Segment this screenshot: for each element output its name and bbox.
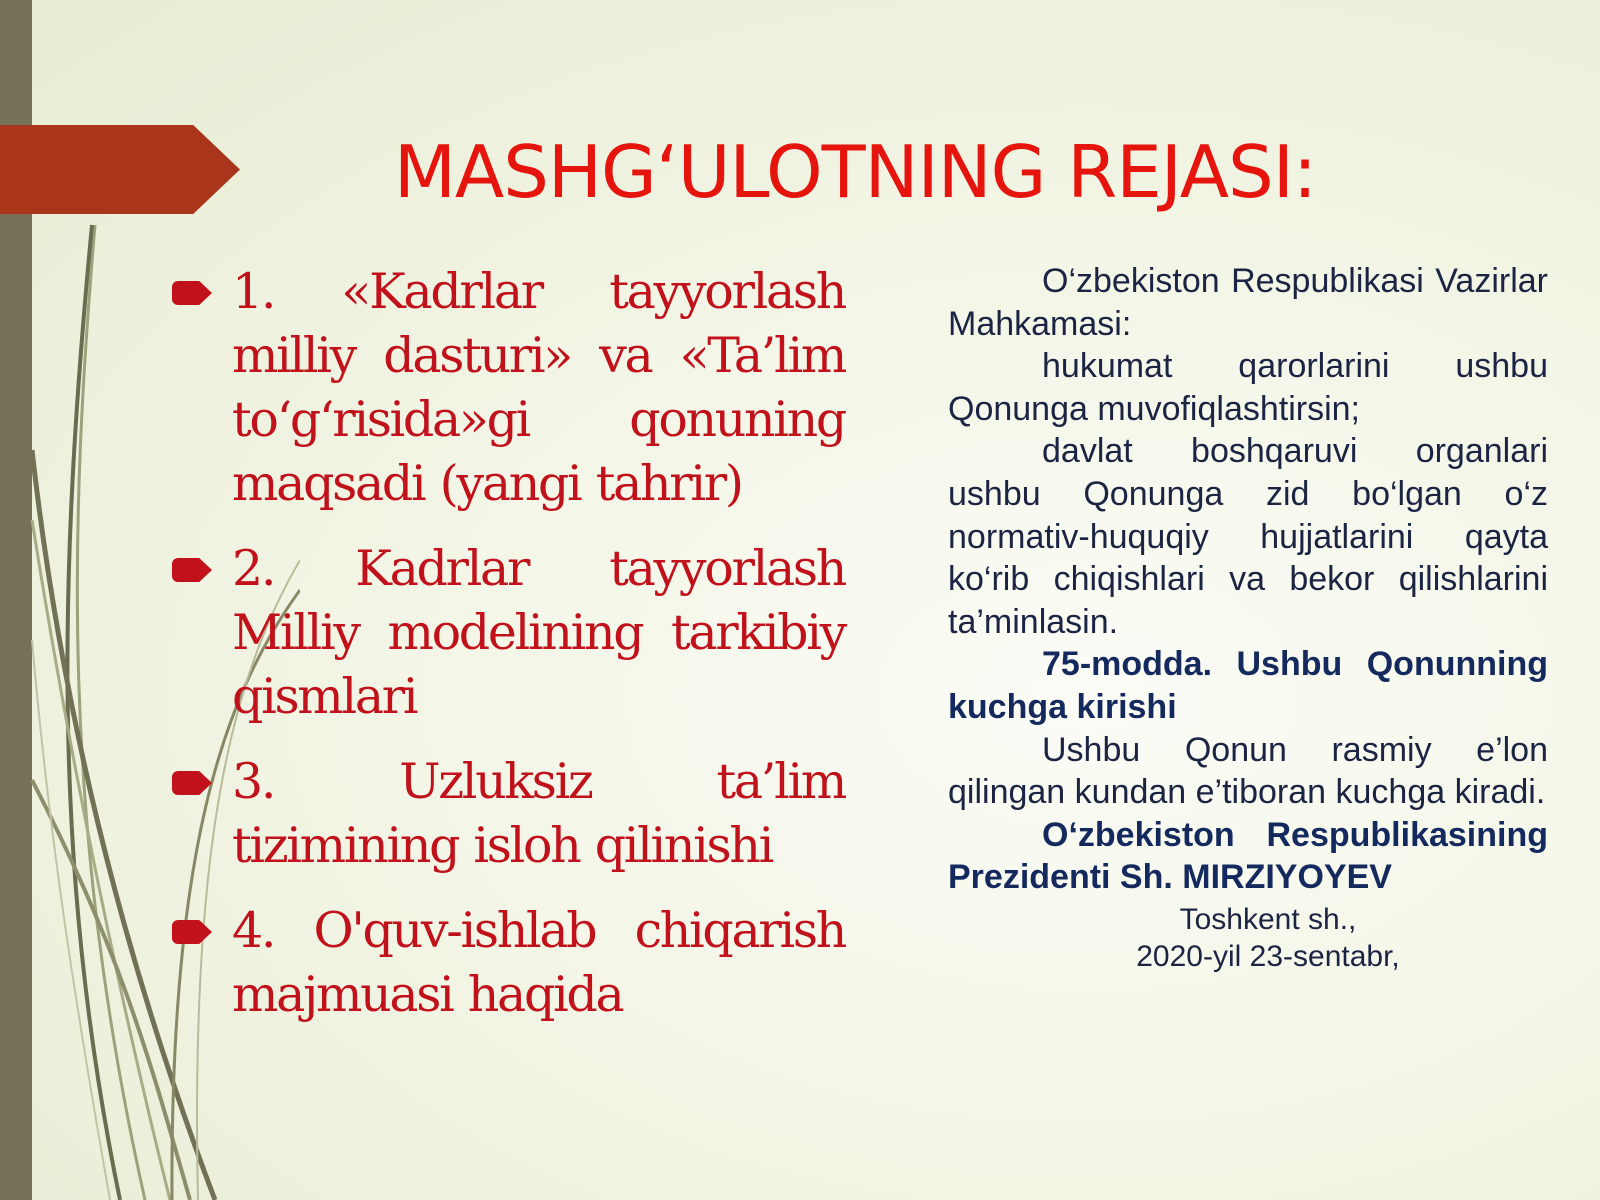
plan-item-2	[170, 537, 845, 729]
arrow-bullet-icon	[172, 558, 212, 582]
slide-title: MASHG‘ULOTNING REJASI:	[393, 130, 1317, 214]
arrow-bullet-icon	[172, 920, 212, 944]
law-paragraph: O‘zbekiston Respublikasi Vazirlar Mahkamasi:	[948, 262, 1548, 343]
arrow-bullet-icon	[172, 281, 212, 305]
plan-item-4	[170, 899, 845, 1027]
article-heading: 75-modda. Ushbu Qonunning kuchga kirishi	[948, 645, 1548, 726]
plan-item-text: 2. Kadrlar tayyorlash Milliy modelining tarkibiy qismlari	[232, 540, 845, 725]
plan-list	[170, 260, 845, 1048]
date-line: 2020-yil 23-sentabr,	[1136, 939, 1400, 973]
plan-item-1	[170, 260, 845, 516]
plan-item-text: 4. O'quv-ishlab chiqarish majmuasi haqida	[232, 902, 845, 1023]
plan-item-text: 1. «Kadrlar tayyorlash milliy dasturi» va «Ta’lim to‘g‘risida»gi qonuning maqsadi (yangi tahrir)	[232, 263, 845, 512]
title-arrow-shape	[0, 125, 240, 214]
law-paragraph: Ushbu Qonun rasmiy e’lon qilingan kundan e’tiboran kuchga kiradi.	[948, 730, 1548, 812]
place-line: Toshkent sh.,	[1179, 902, 1357, 936]
plan-item-text: 3. Uzluksiz ta’lim tizimining isloh qilinishi	[232, 753, 845, 874]
law-excerpt	[948, 260, 1548, 975]
plan-item-3	[170, 750, 845, 878]
law-paragraph: hukumat qarorlarini ushbu Qonunga muvofiqlashtirsin;	[948, 347, 1548, 428]
signature-line: O‘zbekiston Respublikasining Prezidenti Sh. MIRZIYOYEV	[948, 815, 1548, 897]
arrow-bullet-icon	[172, 771, 212, 795]
law-paragraph: davlat boshqaruvi organlari ushbu Qonunga zid bo‘lgan o‘z normativ-huquqiy hujjatlarini qayta ko‘rib chiqishlari va bekor qilishlarini ta’minlasin.	[948, 432, 1548, 641]
